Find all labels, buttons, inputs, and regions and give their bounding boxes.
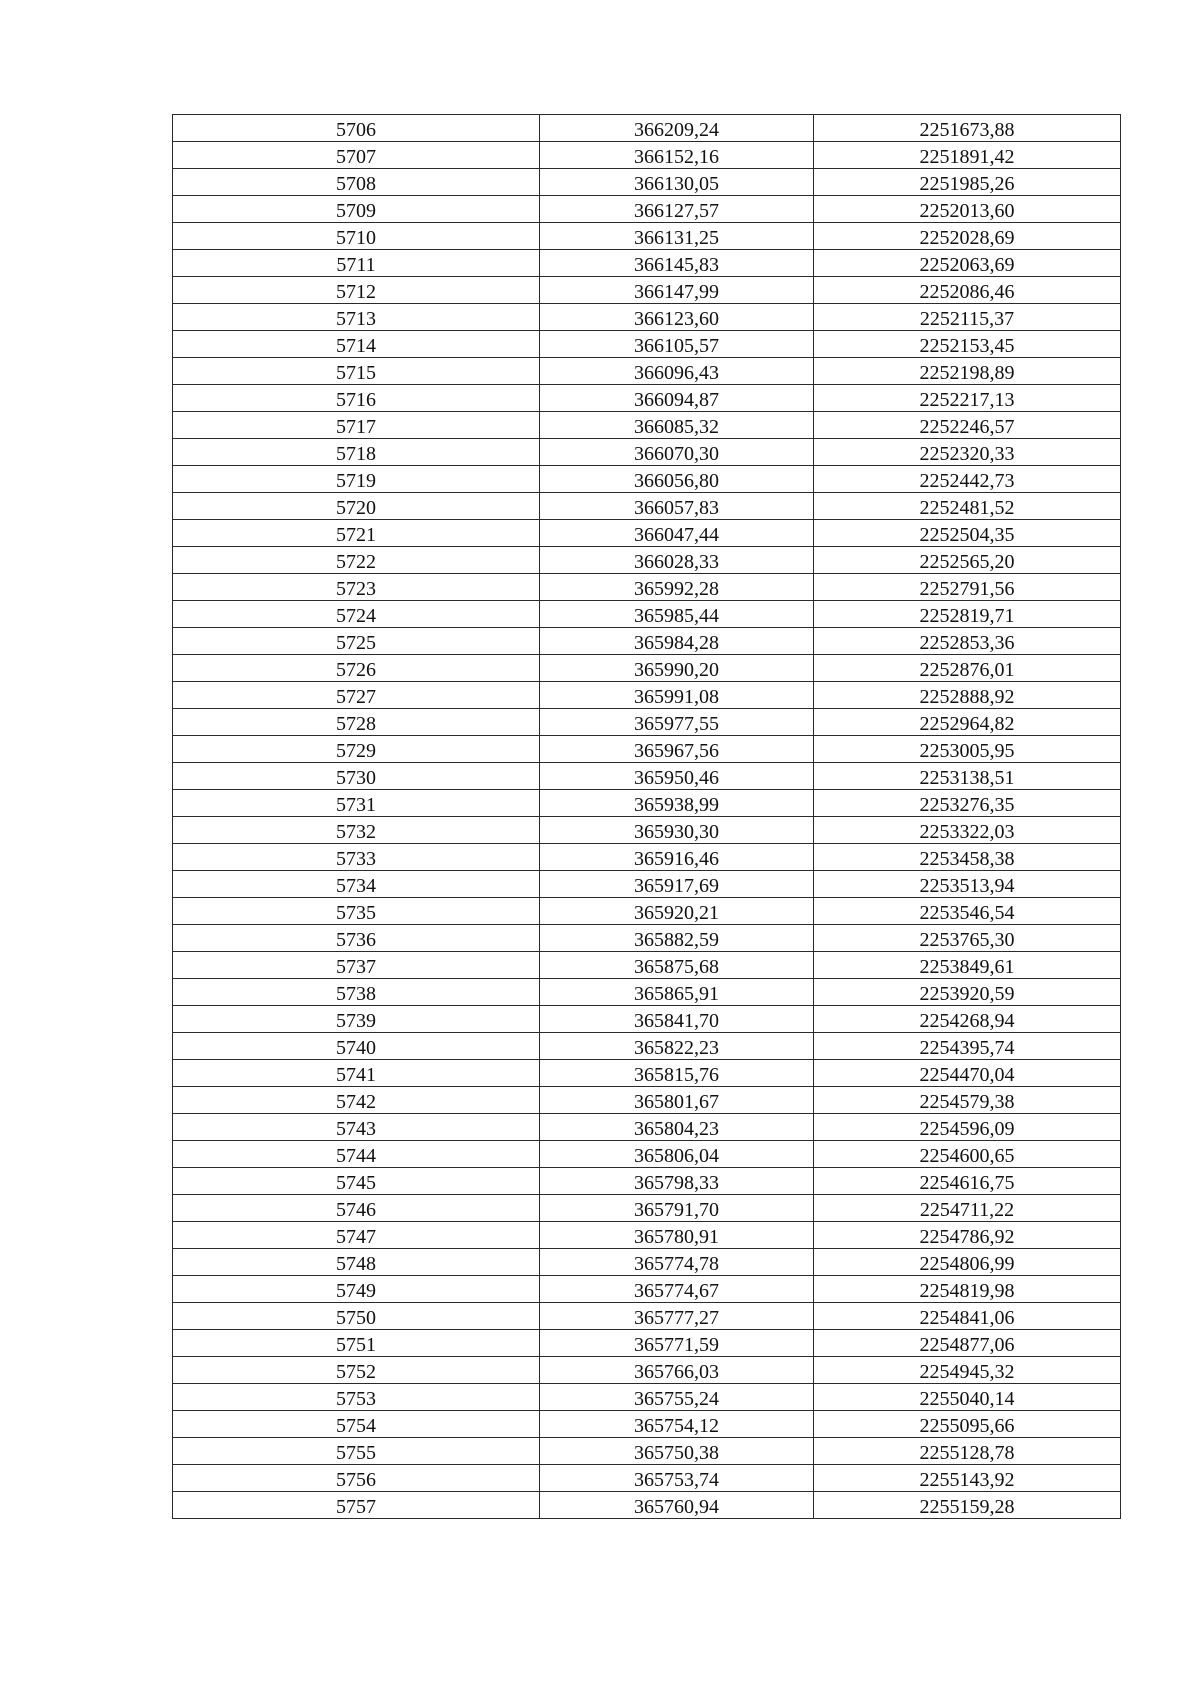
y-coordinate-cell: 2254596,09 — [814, 1114, 1121, 1141]
y-coordinate-cell: 2251891,42 — [814, 142, 1121, 169]
point-number-cell: 5708 — [173, 169, 540, 196]
y-coordinate-cell: 2254600,65 — [814, 1141, 1121, 1168]
y-coordinate-cell: 2254268,94 — [814, 1006, 1121, 1033]
x-coordinate-cell: 365938,99 — [540, 790, 814, 817]
x-coordinate-cell: 365753,74 — [540, 1465, 814, 1492]
table-row — [173, 601, 1121, 628]
table-row — [173, 358, 1121, 385]
point-number-cell: 5723 — [173, 574, 540, 601]
point-number-cell: 5738 — [173, 979, 540, 1006]
y-coordinate-cell: 2252028,69 — [814, 223, 1121, 250]
y-coordinate-cell: 2254470,04 — [814, 1060, 1121, 1087]
point-number-cell: 5724 — [173, 601, 540, 628]
table-row — [173, 1114, 1121, 1141]
table-row — [173, 736, 1121, 763]
x-coordinate-cell: 365755,24 — [540, 1384, 814, 1411]
point-number-cell: 5748 — [173, 1249, 540, 1276]
point-number-cell: 5749 — [173, 1276, 540, 1303]
table-row — [173, 1006, 1121, 1033]
point-number-cell: 5726 — [173, 655, 540, 682]
y-coordinate-cell: 2253322,03 — [814, 817, 1121, 844]
table-row — [173, 1249, 1121, 1276]
y-coordinate-cell: 2254616,75 — [814, 1168, 1121, 1195]
x-coordinate-cell: 365801,67 — [540, 1087, 814, 1114]
table-row — [173, 898, 1121, 925]
x-coordinate-cell: 365930,30 — [540, 817, 814, 844]
x-coordinate-cell: 366152,16 — [540, 142, 814, 169]
table-row — [173, 709, 1121, 736]
point-number-cell: 5733 — [173, 844, 540, 871]
x-coordinate-cell: 365916,46 — [540, 844, 814, 871]
table-row — [173, 1303, 1121, 1330]
x-coordinate-cell: 365967,56 — [540, 736, 814, 763]
x-coordinate-cell: 365985,44 — [540, 601, 814, 628]
x-coordinate-cell: 365798,33 — [540, 1168, 814, 1195]
point-number-cell: 5744 — [173, 1141, 540, 1168]
table-row — [173, 1033, 1121, 1060]
x-coordinate-cell: 365771,59 — [540, 1330, 814, 1357]
table-row — [173, 682, 1121, 709]
table-row — [173, 925, 1121, 952]
x-coordinate-cell: 365780,91 — [540, 1222, 814, 1249]
x-coordinate-cell: 365750,38 — [540, 1438, 814, 1465]
point-number-cell: 5742 — [173, 1087, 540, 1114]
x-coordinate-cell: 366094,87 — [540, 385, 814, 412]
table-row — [173, 979, 1121, 1006]
y-coordinate-cell: 2254579,38 — [814, 1087, 1121, 1114]
x-coordinate-cell: 366147,99 — [540, 277, 814, 304]
y-coordinate-cell: 2252063,69 — [814, 250, 1121, 277]
x-coordinate-cell: 366209,24 — [540, 115, 814, 142]
y-coordinate-cell: 2252791,56 — [814, 574, 1121, 601]
y-coordinate-cell: 2254395,74 — [814, 1033, 1121, 1060]
table-row — [173, 574, 1121, 601]
y-coordinate-cell: 2252115,37 — [814, 304, 1121, 331]
x-coordinate-cell: 366131,25 — [540, 223, 814, 250]
point-number-cell: 5735 — [173, 898, 540, 925]
y-coordinate-cell: 2253920,59 — [814, 979, 1121, 1006]
y-coordinate-cell: 2252964,82 — [814, 709, 1121, 736]
y-coordinate-cell: 2253546,54 — [814, 898, 1121, 925]
x-coordinate-cell: 366057,83 — [540, 493, 814, 520]
y-coordinate-cell: 2252246,57 — [814, 412, 1121, 439]
y-coordinate-cell: 2253458,38 — [814, 844, 1121, 871]
x-coordinate-cell: 365920,21 — [540, 898, 814, 925]
x-coordinate-cell: 365806,04 — [540, 1141, 814, 1168]
table-row — [173, 844, 1121, 871]
x-coordinate-cell: 366056,80 — [540, 466, 814, 493]
y-coordinate-cell: 2252442,73 — [814, 466, 1121, 493]
x-coordinate-cell: 366047,44 — [540, 520, 814, 547]
point-number-cell: 5741 — [173, 1060, 540, 1087]
y-coordinate-cell: 2253849,61 — [814, 952, 1121, 979]
table-row — [173, 277, 1121, 304]
y-coordinate-cell: 2253765,30 — [814, 925, 1121, 952]
y-coordinate-cell: 2254806,99 — [814, 1249, 1121, 1276]
table-row — [173, 952, 1121, 979]
table-row — [173, 1411, 1121, 1438]
point-number-cell: 5753 — [173, 1384, 540, 1411]
x-coordinate-cell: 365991,08 — [540, 682, 814, 709]
table-row — [173, 520, 1121, 547]
x-coordinate-cell: 365777,27 — [540, 1303, 814, 1330]
x-coordinate-cell: 365875,68 — [540, 952, 814, 979]
point-number-cell: 5725 — [173, 628, 540, 655]
point-number-cell: 5710 — [173, 223, 540, 250]
table-row — [173, 1168, 1121, 1195]
table-row — [173, 628, 1121, 655]
point-number-cell: 5715 — [173, 358, 540, 385]
y-coordinate-cell: 2252819,71 — [814, 601, 1121, 628]
y-coordinate-cell: 2253276,35 — [814, 790, 1121, 817]
y-coordinate-cell: 2254877,06 — [814, 1330, 1121, 1357]
point-number-cell: 5756 — [173, 1465, 540, 1492]
table-row — [173, 412, 1121, 439]
x-coordinate-cell: 365865,91 — [540, 979, 814, 1006]
point-number-cell: 5712 — [173, 277, 540, 304]
x-coordinate-cell: 366028,33 — [540, 547, 814, 574]
table-row — [173, 1195, 1121, 1222]
y-coordinate-cell: 2255143,92 — [814, 1465, 1121, 1492]
table-row — [173, 466, 1121, 493]
table-row — [173, 493, 1121, 520]
point-number-cell: 5727 — [173, 682, 540, 709]
y-coordinate-cell: 2254945,32 — [814, 1357, 1121, 1384]
y-coordinate-cell: 2253005,95 — [814, 736, 1121, 763]
table-row — [173, 871, 1121, 898]
point-number-cell: 5747 — [173, 1222, 540, 1249]
y-coordinate-cell: 2253138,51 — [814, 763, 1121, 790]
table-row — [173, 817, 1121, 844]
point-number-cell: 5729 — [173, 736, 540, 763]
table-row — [173, 1276, 1121, 1303]
point-number-cell: 5739 — [173, 1006, 540, 1033]
point-number-cell: 5734 — [173, 871, 540, 898]
point-number-cell: 5721 — [173, 520, 540, 547]
x-coordinate-cell: 365774,78 — [540, 1249, 814, 1276]
x-coordinate-cell: 366096,43 — [540, 358, 814, 385]
table-row — [173, 196, 1121, 223]
table-row — [173, 547, 1121, 574]
x-coordinate-cell: 366123,60 — [540, 304, 814, 331]
y-coordinate-cell: 2252565,20 — [814, 547, 1121, 574]
table-row — [173, 250, 1121, 277]
y-coordinate-cell: 2255095,66 — [814, 1411, 1121, 1438]
table-row — [173, 1330, 1121, 1357]
x-coordinate-cell: 365950,46 — [540, 763, 814, 790]
point-number-cell: 5750 — [173, 1303, 540, 1330]
point-number-cell: 5709 — [173, 196, 540, 223]
table-row — [173, 1438, 1121, 1465]
coordinates-table-body — [173, 115, 1121, 1519]
point-number-cell: 5755 — [173, 1438, 540, 1465]
x-coordinate-cell: 365804,23 — [540, 1114, 814, 1141]
point-number-cell: 5745 — [173, 1168, 540, 1195]
table-row — [173, 1087, 1121, 1114]
table-row — [173, 763, 1121, 790]
point-number-cell: 5719 — [173, 466, 540, 493]
point-number-cell: 5736 — [173, 925, 540, 952]
table-row — [173, 1465, 1121, 1492]
y-coordinate-cell: 2254841,06 — [814, 1303, 1121, 1330]
point-number-cell: 5706 — [173, 115, 540, 142]
table-row — [173, 1141, 1121, 1168]
table-row — [173, 1492, 1121, 1519]
table-row — [173, 331, 1121, 358]
y-coordinate-cell: 2252217,13 — [814, 385, 1121, 412]
point-number-cell: 5716 — [173, 385, 540, 412]
x-coordinate-cell: 365815,76 — [540, 1060, 814, 1087]
x-coordinate-cell: 366145,83 — [540, 250, 814, 277]
x-coordinate-cell: 365917,69 — [540, 871, 814, 898]
y-coordinate-cell: 2252198,89 — [814, 358, 1121, 385]
point-number-cell: 5717 — [173, 412, 540, 439]
y-coordinate-cell: 2252481,52 — [814, 493, 1121, 520]
x-coordinate-cell: 366085,32 — [540, 412, 814, 439]
table-row — [173, 223, 1121, 250]
table-row — [173, 655, 1121, 682]
point-number-cell: 5757 — [173, 1492, 540, 1519]
point-number-cell: 5713 — [173, 304, 540, 331]
point-number-cell: 5714 — [173, 331, 540, 358]
y-coordinate-cell: 2252086,46 — [814, 277, 1121, 304]
table-row — [173, 1357, 1121, 1384]
y-coordinate-cell: 2251985,26 — [814, 169, 1121, 196]
table-row — [173, 1060, 1121, 1087]
table-row — [173, 304, 1121, 331]
y-coordinate-cell: 2255159,28 — [814, 1492, 1121, 1519]
y-coordinate-cell: 2252153,45 — [814, 331, 1121, 358]
y-coordinate-cell: 2254819,98 — [814, 1276, 1121, 1303]
point-number-cell: 5730 — [173, 763, 540, 790]
point-number-cell: 5754 — [173, 1411, 540, 1438]
y-coordinate-cell: 2254786,92 — [814, 1222, 1121, 1249]
x-coordinate-cell: 365766,03 — [540, 1357, 814, 1384]
y-coordinate-cell: 2252888,92 — [814, 682, 1121, 709]
y-coordinate-cell: 2252853,36 — [814, 628, 1121, 655]
x-coordinate-cell: 365977,55 — [540, 709, 814, 736]
point-number-cell: 5751 — [173, 1330, 540, 1357]
point-number-cell: 5722 — [173, 547, 540, 574]
table-row — [173, 1384, 1121, 1411]
table-row — [173, 1222, 1121, 1249]
x-coordinate-cell: 365754,12 — [540, 1411, 814, 1438]
table-row — [173, 790, 1121, 817]
coordinates-table — [172, 114, 1121, 1519]
table-row — [173, 142, 1121, 169]
x-coordinate-cell: 365992,28 — [540, 574, 814, 601]
y-coordinate-cell: 2252013,60 — [814, 196, 1121, 223]
point-number-cell: 5752 — [173, 1357, 540, 1384]
point-number-cell: 5707 — [173, 142, 540, 169]
x-coordinate-cell: 365841,70 — [540, 1006, 814, 1033]
x-coordinate-cell: 365791,70 — [540, 1195, 814, 1222]
table-row — [173, 115, 1121, 142]
y-coordinate-cell: 2255040,14 — [814, 1384, 1121, 1411]
point-number-cell: 5746 — [173, 1195, 540, 1222]
point-number-cell: 5743 — [173, 1114, 540, 1141]
y-coordinate-cell: 2252320,33 — [814, 439, 1121, 466]
x-coordinate-cell: 366127,57 — [540, 196, 814, 223]
table-row — [173, 169, 1121, 196]
y-coordinate-cell: 2255128,78 — [814, 1438, 1121, 1465]
point-number-cell: 5732 — [173, 817, 540, 844]
point-number-cell: 5731 — [173, 790, 540, 817]
point-number-cell: 5711 — [173, 250, 540, 277]
y-coordinate-cell: 2251673,88 — [814, 115, 1121, 142]
y-coordinate-cell: 2252876,01 — [814, 655, 1121, 682]
x-coordinate-cell: 365760,94 — [540, 1492, 814, 1519]
x-coordinate-cell: 365774,67 — [540, 1276, 814, 1303]
point-number-cell: 5737 — [173, 952, 540, 979]
point-number-cell: 5728 — [173, 709, 540, 736]
x-coordinate-cell: 366070,30 — [540, 439, 814, 466]
point-number-cell: 5740 — [173, 1033, 540, 1060]
point-number-cell: 5718 — [173, 439, 540, 466]
x-coordinate-cell: 365822,23 — [540, 1033, 814, 1060]
x-coordinate-cell: 365984,28 — [540, 628, 814, 655]
x-coordinate-cell: 365882,59 — [540, 925, 814, 952]
point-number-cell: 5720 — [173, 493, 540, 520]
x-coordinate-cell: 365990,20 — [540, 655, 814, 682]
table-row — [173, 439, 1121, 466]
x-coordinate-cell: 366130,05 — [540, 169, 814, 196]
x-coordinate-cell: 366105,57 — [540, 331, 814, 358]
table-row — [173, 385, 1121, 412]
y-coordinate-cell: 2252504,35 — [814, 520, 1121, 547]
y-coordinate-cell: 2253513,94 — [814, 871, 1121, 898]
y-coordinate-cell: 2254711,22 — [814, 1195, 1121, 1222]
